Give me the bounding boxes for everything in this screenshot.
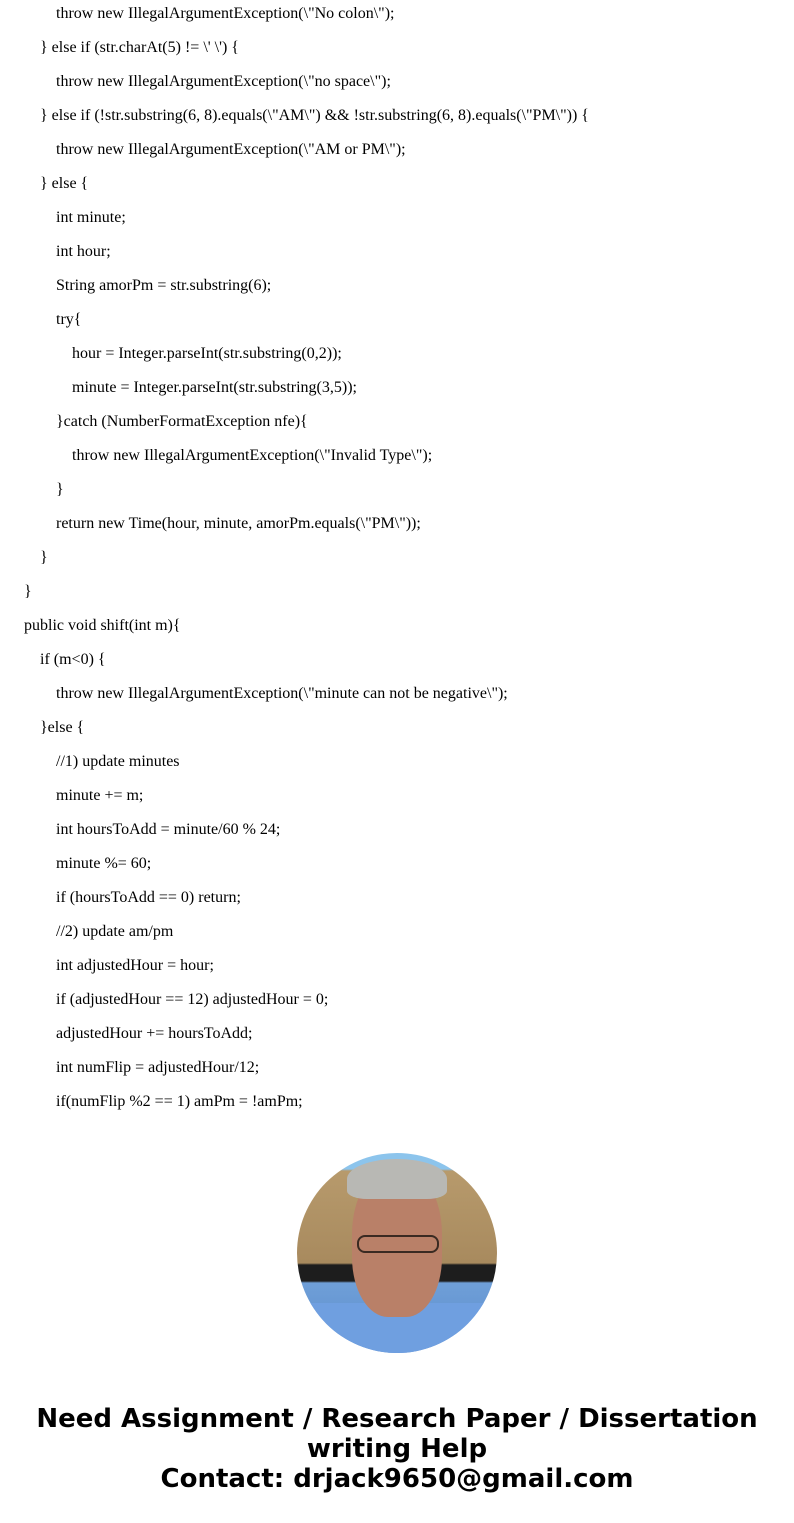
code-line: int hoursToAdd = minute/60 % 24; — [56, 821, 281, 838]
code-line: if (adjustedHour == 12) adjustedHour = 0; — [56, 991, 329, 1008]
code-line: minute %= 60; — [56, 855, 152, 872]
code-line: throw new IllegalArgumentException(\"Invalid Type\"); — [72, 447, 433, 464]
code-line: minute += m; — [56, 787, 144, 804]
code-line: //1) update minutes — [56, 753, 180, 770]
avatar-hair — [347, 1159, 447, 1199]
code-line: } else if (str.charAt(5) != \' \') { — [40, 39, 239, 56]
code-line: hour = Integer.parseInt(str.substring(0,2)); — [72, 345, 342, 362]
code-line: try{ — [56, 311, 82, 328]
code-line: if (m<0) { — [40, 651, 106, 668]
banner-line-1: Need Assignment / Research Paper / Dissertation — [36, 1404, 758, 1434]
code-line: if (hoursToAdd == 0) return; — [56, 889, 241, 906]
banner-contact: Contact: drjack9650@gmail.com — [160, 1464, 634, 1494]
code-line: }catch (NumberFormatException nfe){ — [56, 413, 308, 430]
contact-banner — [0, 1404, 794, 1494]
code-line: //2) update am/pm — [56, 923, 174, 940]
code-line: throw new IllegalArgumentException(\"no space\"); — [56, 73, 391, 90]
code-line: int adjustedHour = hour; — [56, 957, 214, 974]
author-avatar — [297, 1153, 497, 1353]
code-line: minute = Integer.parseInt(str.substring(3,5)); — [72, 379, 357, 396]
code-line: throw new IllegalArgumentException(\"minute can not be negative\"); — [56, 685, 508, 702]
code-line: }else { — [40, 719, 85, 736]
code-line: String amorPm = str.substring(6); — [56, 277, 272, 294]
code-line: } — [24, 583, 32, 600]
code-line: int numFlip = adjustedHour/12; — [56, 1059, 260, 1076]
code-line: throw new IllegalArgumentException(\"AM or PM\"); — [56, 141, 406, 158]
code-line: } else if (!str.substring(6, 8).equals(\"AM\") && !str.substring(6, 8).equals(\"PM\")) { — [40, 107, 589, 124]
code-line: public void shift(int m){ — [24, 617, 181, 634]
code-line: throw new IllegalArgumentException(\"No colon\"); — [56, 5, 395, 22]
code-line: adjustedHour += hoursToAdd; — [56, 1025, 253, 1042]
code-line: } — [40, 549, 48, 566]
banner-line-2: writing Help — [306, 1434, 488, 1464]
avatar-glasses — [357, 1235, 439, 1253]
code-line: if(numFlip %2 == 1) amPm = !amPm; — [56, 1093, 303, 1110]
code-line: int hour; — [56, 243, 111, 260]
code-line: int minute; — [56, 209, 126, 226]
code-line: return new Time(hour, minute, amorPm.equals(\"PM\")); — [56, 515, 421, 532]
code-line: } — [56, 481, 64, 498]
code-line: } else { — [40, 175, 89, 192]
